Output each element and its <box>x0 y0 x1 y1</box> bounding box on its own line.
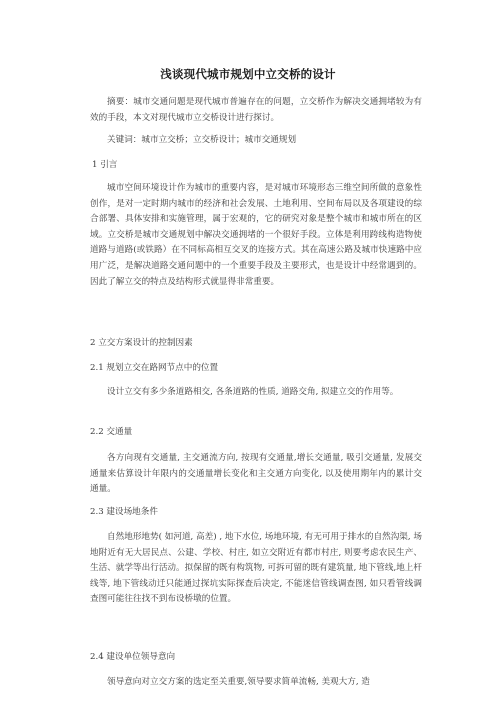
section-heading-2-2: 2.2 交通量 <box>90 427 133 437</box>
document-title: 浅谈现代城市规划中立交桥的设计 <box>160 67 336 81</box>
section-heading-control-factors: 2 立交方案设计的控制因素 <box>90 338 193 348</box>
section-heading-2-1: 2.1 规划立交在路网节点中的位置 <box>90 363 219 373</box>
paragraph-2-2: 各方向现有交通量, 主交通流方向, 按现有交通量,增长交通量, 吸引交通量, 发展交通量来估算设计年限内的交通量增长变化和主交通方向变化, 以及使用期年内的累计交通量。 <box>90 453 422 495</box>
paragraph-2-3: 自然地形地势( 如河道, 高差) , 地下水位, 场地环境, 有无可用于排水的自然沟渠, 场地附近有无大居民点、公建、学校、村庄, 如立交附近有都市村庄, 则要考虑农民生产、生活、就学等出行活动。拟保留的既有构筑物, 可拆可留的既有建筑量, 地下管线,地上杆线等, 地下管线动迁只能通过探坑实际探查后决定, 不能迷信管线调查图, 如只看管线调查图可能往往找不到布设桥墩的位置。 <box>90 532 422 605</box>
abstract-paragraph: 摘要：城市交通问题是现代城市普遍存在的问题，立交桥作为解决交通拥堵较为有效的手段，本文对现代城市立交桥设计进行探讨。 <box>90 97 422 123</box>
section-heading-2-4: 2.4 建设单位领导意向 <box>90 652 176 662</box>
keywords-paragraph: 关键词：城市立交桥；立交桥设计；城市交通规划 <box>107 135 297 145</box>
section-heading-2-3: 2.3 建设场地条件 <box>90 507 158 517</box>
paragraph-2-4: 领导意向对立交方案的选定至关重要,领导要求简单流畅, 美观大方, 造 <box>107 677 370 687</box>
paragraph-2-1: 设计立交有多少条道路相交, 各条道路的性质, 道路交角, 拟建立交的作用等。 <box>107 387 399 397</box>
intro-paragraph: 城市空间环境设计作为城市的重要内容，是对城市环境形态三维空间所做的意象性创作，是对一定时期内城市的经济和社会发展、土地利用、空间布局以及各项建设的综合部署、具体安排和实施管理，属于宏观的，它的研究对象是整个城市和城市所在的区域。立交桥是城市交通规划中解决交通拥堵的一个很好手段。立体是利用跨线构造物使道路与道路(或铁路）在不同标高相互交叉的连接方式。其在高速公路及城市快速路中应用广泛，是解决道路交通问题中的一个重要手段及主要形式，也是设计中经常遇到的。因此了解立交的特点及结构形式就显得非常重要。 <box>90 183 422 287</box>
section-heading-intro: 1 引言 <box>92 160 118 170</box>
